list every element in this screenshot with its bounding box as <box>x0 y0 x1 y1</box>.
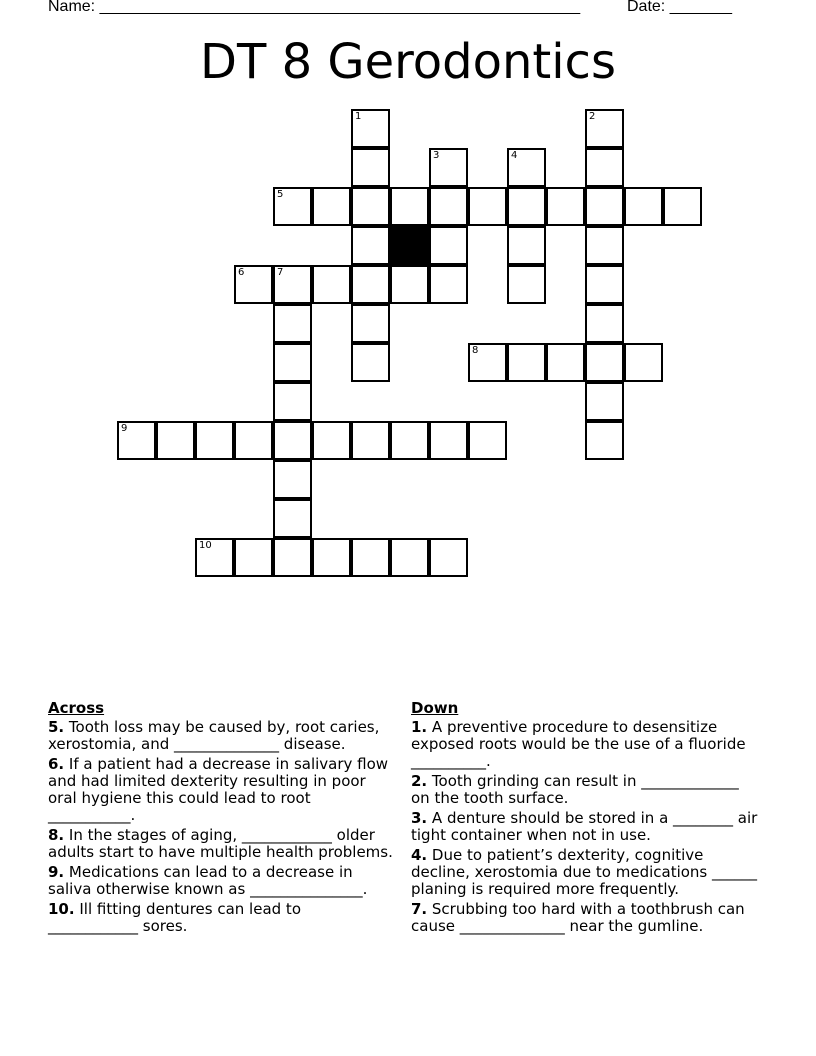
crossword-cell[interactable] <box>234 538 273 577</box>
clue-text: A denture should be stored in a ________ air tight container when not in use. <box>411 809 758 844</box>
crossword-cell[interactable] <box>468 187 507 226</box>
clue-number: 4. <box>411 846 428 864</box>
clue-item <box>48 864 393 898</box>
clue-number-label: 5 <box>277 189 284 200</box>
clue-text: In the stages of aging, ____________ older adults start to have multiple health problems. <box>48 826 393 861</box>
crossword-cell[interactable] <box>351 109 390 148</box>
clue-text: Scrubbing too hard with a toothbrush can cause ______________ near the gumline. <box>411 900 745 935</box>
crossword-cell[interactable] <box>507 226 546 265</box>
clue-number: 9. <box>48 863 65 881</box>
crossword-cell[interactable] <box>585 187 624 226</box>
crossword-cell[interactable] <box>351 304 390 343</box>
clue-number-label: 9 <box>121 423 128 434</box>
clue-item <box>411 901 761 935</box>
across-clues <box>48 700 393 938</box>
clue-number-label: 2 <box>589 111 596 122</box>
crossword-cell[interactable] <box>429 226 468 265</box>
clue-item <box>48 901 393 935</box>
crossword-cell[interactable] <box>507 343 546 382</box>
clue-number: 8. <box>48 826 65 844</box>
blocked-cell <box>390 226 429 265</box>
crossword-cell[interactable] <box>351 538 390 577</box>
clue-number-label: 1 <box>355 111 362 122</box>
clue-text: Tooth grinding can result in _____________ on the tooth surface. <box>411 772 739 807</box>
clue-number-label: 6 <box>238 267 245 278</box>
crossword-cell[interactable] <box>585 109 624 148</box>
clue-text: Medications can lead to a decrease in saliva otherwise known as _______________. <box>48 863 368 898</box>
crossword-cell[interactable] <box>624 187 663 226</box>
crossword-cell[interactable] <box>663 187 702 226</box>
clue-text: Ill fitting dentures can lead to ____________ sores. <box>48 900 301 935</box>
clue-number-label: 8 <box>472 345 479 356</box>
clue-number: 3. <box>411 809 428 827</box>
crossword-cell[interactable] <box>273 499 312 538</box>
page-title: DT 8 Gerodontics <box>200 34 616 90</box>
crossword-cell[interactable] <box>429 538 468 577</box>
crossword-cell[interactable] <box>390 265 429 304</box>
crossword-cell[interactable] <box>273 382 312 421</box>
crossword-cell[interactable] <box>273 187 312 226</box>
clue-number-label: 7 <box>277 267 284 278</box>
across-heading: Across <box>48 699 105 717</box>
clue-item <box>411 810 761 844</box>
clue-item <box>411 719 761 770</box>
crossword-cell[interactable] <box>429 187 468 226</box>
crossword-cell[interactable] <box>273 304 312 343</box>
crossword-cell[interactable] <box>351 187 390 226</box>
crossword-cell[interactable] <box>546 343 585 382</box>
crossword-cell[interactable] <box>390 187 429 226</box>
crossword-cell[interactable] <box>234 265 273 304</box>
clue-item <box>48 756 393 824</box>
crossword-cell[interactable] <box>507 187 546 226</box>
crossword-cell[interactable] <box>546 187 585 226</box>
crossword-cell[interactable] <box>390 538 429 577</box>
crossword-cell[interactable] <box>468 343 507 382</box>
crossword-cell[interactable] <box>468 421 507 460</box>
crossword-cell[interactable] <box>312 538 351 577</box>
crossword-cell[interactable] <box>234 421 273 460</box>
clue-text: If a patient had a decrease in salivary flow and had limited dexterity resulting in poor oral hygiene this could lead to root ___________. <box>48 755 389 824</box>
clue-number: 5. <box>48 718 65 736</box>
crossword-cell[interactable] <box>273 421 312 460</box>
crossword-cell[interactable] <box>273 460 312 499</box>
crossword-cell[interactable] <box>507 265 546 304</box>
crossword-cell[interactable] <box>273 265 312 304</box>
crossword-cell[interactable] <box>117 421 156 460</box>
crossword-cell[interactable] <box>351 343 390 382</box>
crossword-cell[interactable] <box>273 343 312 382</box>
crossword-cell[interactable] <box>429 148 468 187</box>
crossword-cell[interactable] <box>195 538 234 577</box>
clue-number: 7. <box>411 900 428 918</box>
crossword-cell[interactable] <box>195 421 234 460</box>
clue-text: Tooth loss may be caused by, root caries, xerostomia, and ______________ disease. <box>48 718 380 753</box>
clue-item <box>411 847 761 898</box>
crossword-cell[interactable] <box>585 265 624 304</box>
crossword-cell[interactable] <box>312 265 351 304</box>
down-clues <box>411 700 761 938</box>
crossword-cell[interactable] <box>351 421 390 460</box>
crossword-cell[interactable] <box>585 304 624 343</box>
crossword-cell[interactable] <box>624 343 663 382</box>
clue-text: Due to patient’s dexterity, cognitive decline, xerostomia due to medications ______ planing is required more frequently. <box>411 846 758 898</box>
crossword-cell[interactable] <box>351 148 390 187</box>
clue-item <box>48 719 393 753</box>
crossword-cell[interactable] <box>585 343 624 382</box>
clue-number: 6. <box>48 755 65 773</box>
clue-item <box>411 773 761 807</box>
name-field-label: Name: ______________________________________________________ <box>48 0 581 15</box>
clue-number-label: 4 <box>511 150 518 161</box>
crossword-cell[interactable] <box>585 382 624 421</box>
clue-number: 10. <box>48 900 75 918</box>
crossword-cell[interactable] <box>585 226 624 265</box>
clue-number: 1. <box>411 718 428 736</box>
date-field-label: Date: _______ <box>627 0 732 15</box>
crossword-cell[interactable] <box>507 148 546 187</box>
crossword-cell[interactable] <box>390 421 429 460</box>
clue-number: 2. <box>411 772 428 790</box>
crossword-cell[interactable] <box>585 421 624 460</box>
crossword-cell[interactable] <box>351 265 390 304</box>
crossword-cell[interactable] <box>156 421 195 460</box>
clue-number-label: 10 <box>199 540 212 551</box>
crossword-cell[interactable] <box>429 421 468 460</box>
crossword-cell[interactable] <box>351 226 390 265</box>
down-heading: Down <box>411 699 459 717</box>
crossword-cell[interactable] <box>312 421 351 460</box>
crossword-cell[interactable] <box>429 265 468 304</box>
crossword-cell[interactable] <box>312 187 351 226</box>
clue-number-label: 3 <box>433 150 440 161</box>
crossword-cell[interactable] <box>273 538 312 577</box>
clue-item <box>48 827 393 861</box>
clue-text: A preventive procedure to desensitize exposed roots would be the use of a fluoride __________. <box>411 718 746 770</box>
crossword-cell[interactable] <box>585 148 624 187</box>
